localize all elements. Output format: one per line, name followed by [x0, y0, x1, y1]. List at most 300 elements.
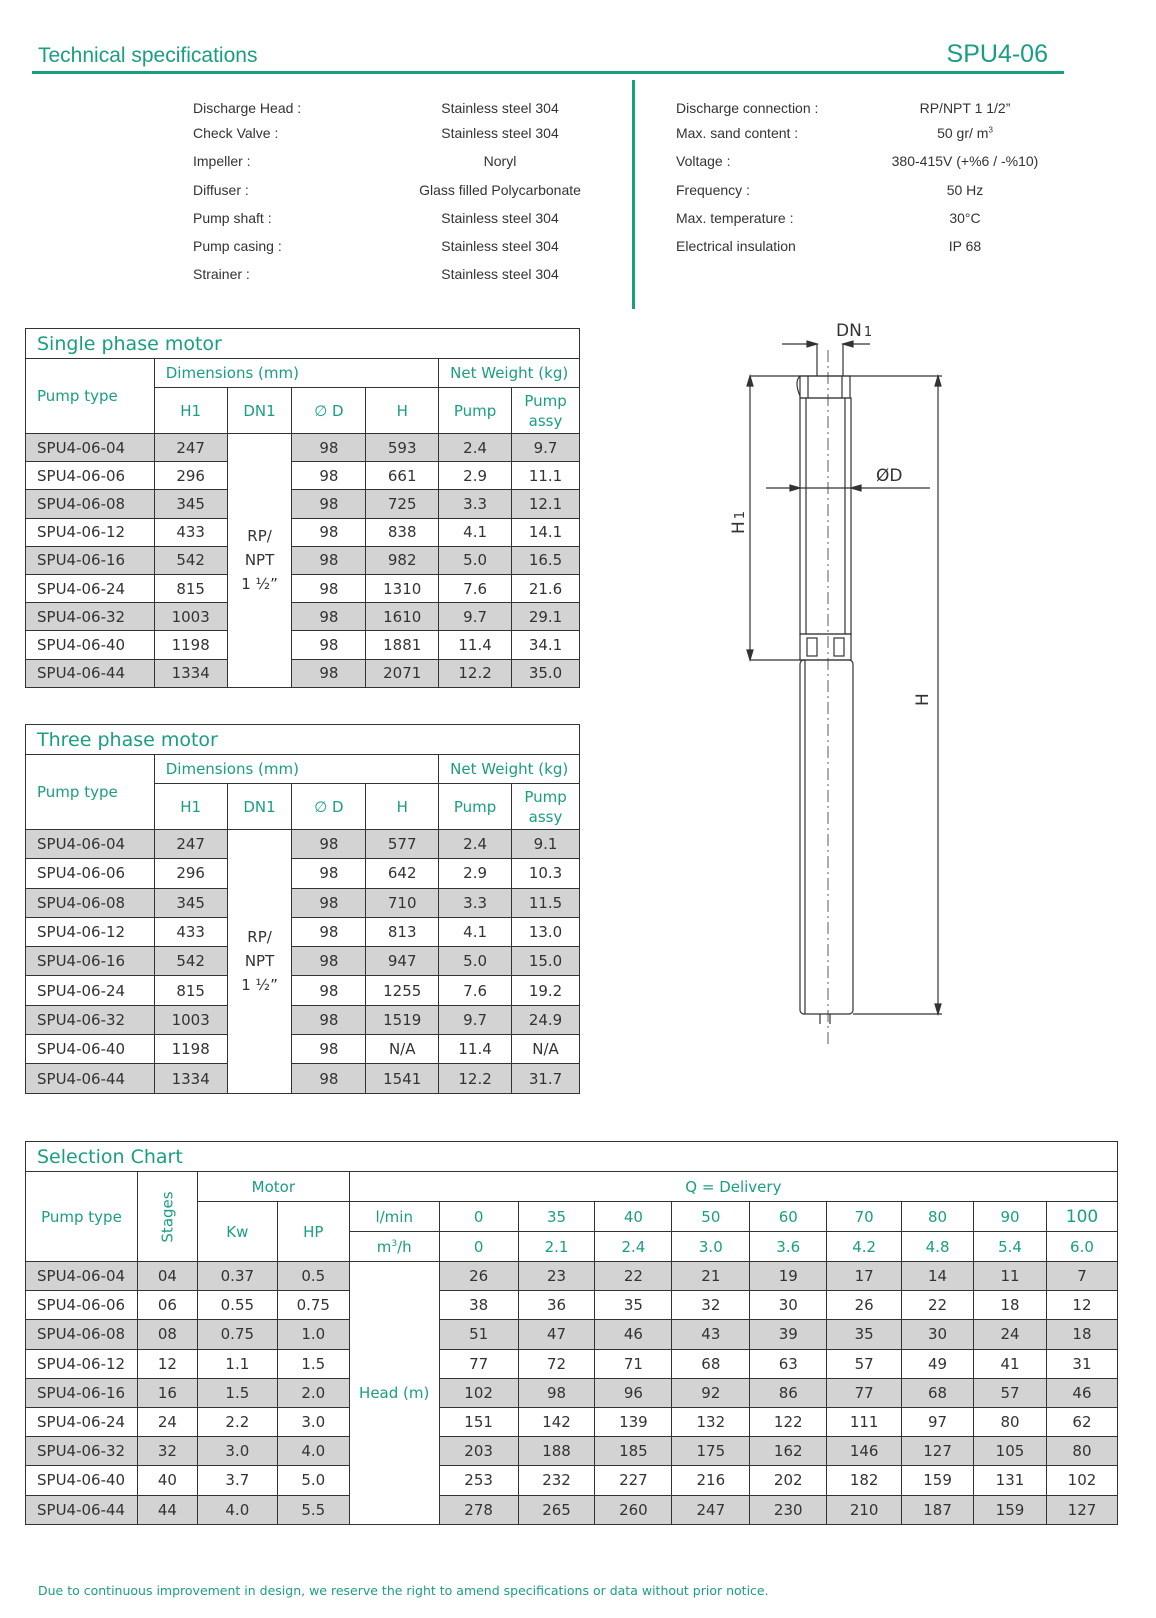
head-cell: 22	[902, 1291, 974, 1320]
spec-value: Stainless steel 304	[441, 125, 559, 141]
head-cell: 39	[750, 1320, 827, 1349]
head-cell: 132	[672, 1407, 750, 1436]
table-cell: 642	[366, 859, 439, 888]
table-row	[26, 631, 580, 659]
footnote: Due to continuous improvement in design, we reserve the right to amend specifications or data without prior notice.	[38, 1583, 769, 1598]
spec-value: Glass filled Polycarbonate	[419, 182, 581, 198]
spec-value	[860, 125, 1070, 141]
dn1-value-line: RP/	[247, 527, 272, 546]
col-dn1: DN1	[227, 784, 292, 830]
col-pump-assy-l2: assy	[528, 807, 563, 826]
table-cell: SPU4-06-12	[26, 917, 155, 946]
table-row	[26, 1495, 1118, 1524]
table-cell: 34.1	[512, 631, 580, 659]
table-cell: SPU4-06-44	[26, 1064, 155, 1093]
head-cell: 11	[974, 1262, 1047, 1291]
h-label: H	[913, 693, 933, 706]
head-cell: 265	[518, 1495, 595, 1524]
table-cell: 815	[154, 574, 227, 602]
table-cell: 11.4	[439, 1035, 512, 1064]
lmin-cell: 80	[902, 1202, 974, 1232]
spec-value-sup: 3	[988, 125, 993, 135]
table-cell: 9.7	[512, 434, 580, 462]
table-cell: 98	[292, 976, 366, 1005]
stages-cell: 44	[137, 1495, 197, 1524]
col-pump-assy-l2: assy	[528, 411, 563, 430]
pump-type-cell: SPU4-06-40	[26, 1466, 138, 1495]
head-cell: 32	[672, 1291, 750, 1320]
pump-type-cell: SPU4-06-44	[26, 1495, 138, 1524]
col-hp: HP	[277, 1202, 349, 1262]
table-cell: 2.4	[439, 434, 512, 462]
table-row	[26, 1005, 580, 1034]
head-cell: 57	[827, 1349, 902, 1378]
lmin-cell: 35	[518, 1202, 595, 1232]
table-cell: 542	[154, 546, 227, 574]
table-cell: 7.6	[439, 574, 512, 602]
table-cell: SPU4-06-40	[26, 1035, 155, 1064]
table-cell: SPU4-06-08	[26, 888, 155, 917]
table-caption: Three phase motor	[26, 725, 580, 755]
table-cell: 24.9	[512, 1005, 580, 1034]
table-cell: 1310	[366, 574, 439, 602]
spec-value: 380-415V (+%6 / -%10)	[891, 153, 1039, 169]
table-cell: 710	[366, 888, 439, 917]
col-h1: H1	[154, 388, 227, 434]
table-cell: 1519	[366, 1005, 439, 1034]
spec-value: Stainless steel 304	[441, 238, 559, 254]
table-cell: 1610	[366, 603, 439, 631]
table-cell: 815	[154, 976, 227, 1005]
lmin-cell: 60	[750, 1202, 827, 1232]
table-cell: 98	[292, 1005, 366, 1034]
head-cell: 18	[974, 1291, 1047, 1320]
table-cell: 98	[292, 1035, 366, 1064]
head-cell: 232	[518, 1466, 595, 1495]
table-cell: 577	[366, 830, 439, 859]
table-row	[26, 1035, 580, 1064]
head-cell: 22	[595, 1262, 672, 1291]
head-cell: 98	[518, 1378, 595, 1407]
table-cell: 13.0	[512, 917, 580, 946]
table-cell: 2.9	[439, 859, 512, 888]
table-row	[26, 1262, 1118, 1291]
head-cell: 162	[750, 1437, 827, 1466]
col-pump: Pump	[439, 388, 512, 434]
dn1-value-line: 1 ½”	[241, 976, 278, 995]
m3h-cell: 6.0	[1046, 1232, 1117, 1262]
table-cell: 1198	[154, 1035, 227, 1064]
table-cell: 98	[292, 434, 366, 462]
table-cell: 12.1	[512, 490, 580, 518]
table-cell: SPU4-06-04	[26, 434, 155, 462]
col-delivery: Q = Delivery	[349, 1172, 1117, 1202]
m3h-m: m	[376, 1237, 392, 1256]
table-cell: 98	[292, 490, 366, 518]
head-cell: 51	[439, 1320, 518, 1349]
pump-type-cell: SPU4-06-12	[26, 1349, 138, 1378]
table-row	[26, 1466, 1118, 1495]
table-row	[26, 603, 580, 631]
table-row	[26, 574, 580, 602]
stages-cell: 06	[137, 1291, 197, 1320]
table-cell: 593	[366, 434, 439, 462]
kw-cell: 2.2	[197, 1407, 277, 1436]
table-cell: N/A	[512, 1035, 580, 1064]
col-pump-assy	[512, 388, 580, 434]
table-cell: SPU4-06-32	[26, 1005, 155, 1034]
table-cell: SPU4-06-16	[26, 947, 155, 976]
kw-cell: 1.1	[197, 1349, 277, 1378]
table-cell: 12.2	[439, 659, 512, 687]
head-cell: 146	[827, 1437, 902, 1466]
table-cell: SPU4-06-24	[26, 976, 155, 1005]
row-m3h-label	[349, 1232, 439, 1262]
pump-diagram	[729, 321, 990, 1104]
spec-label: Max. sand content :	[676, 125, 799, 141]
table-cell: 12.2	[439, 1064, 512, 1093]
table-cell: 14.1	[512, 518, 580, 546]
stages-cell: 40	[137, 1466, 197, 1495]
three-phase-table	[25, 724, 580, 1094]
m3h-cell: 4.8	[902, 1232, 974, 1262]
kw-cell: 0.55	[197, 1291, 277, 1320]
pump-type-cell: SPU4-06-16	[26, 1378, 138, 1407]
table-cell: 4.1	[439, 518, 512, 546]
table-cell: 725	[366, 490, 439, 518]
spec-label: Diffuser :	[193, 182, 249, 198]
m3h-cell: 4.2	[827, 1232, 902, 1262]
table-cell: 3.3	[439, 888, 512, 917]
spec-label: Pump casing :	[193, 238, 282, 254]
head-cell: 24	[974, 1320, 1047, 1349]
head-cell: 12	[1046, 1291, 1117, 1320]
head-cell: 105	[974, 1437, 1047, 1466]
spec-value: 30°C	[949, 210, 981, 226]
head-cell: 202	[750, 1466, 827, 1495]
table-row	[26, 1349, 1118, 1378]
table-cell: 16.5	[512, 546, 580, 574]
table-cell: 98	[292, 631, 366, 659]
dn1-cell	[227, 830, 292, 1094]
pump-type-cell: SPU4-06-06	[26, 1291, 138, 1320]
m3h-cell: 5.4	[974, 1232, 1047, 1262]
table-cell: 1255	[366, 976, 439, 1005]
m3h-cell: 2.4	[595, 1232, 672, 1262]
col-h: H	[366, 388, 439, 434]
head-cell: 21	[672, 1262, 750, 1291]
head-cell: 68	[672, 1349, 750, 1378]
spec-label: Electrical insulation	[676, 238, 796, 254]
head-cell: 72	[518, 1349, 595, 1378]
head-cell: 30	[750, 1291, 827, 1320]
table-cell: 11.5	[512, 888, 580, 917]
table-cell: SPU4-06-24	[26, 574, 155, 602]
spec-label: Voltage :	[676, 153, 731, 169]
table-cell: 661	[366, 462, 439, 490]
page-header	[32, 40, 1064, 74]
col-dimensions: Dimensions (mm)	[154, 755, 438, 784]
m3h-suffix: /h	[397, 1237, 412, 1256]
table-cell: 982	[366, 546, 439, 574]
head-cell: 122	[750, 1407, 827, 1436]
col-pump: Pump	[439, 784, 512, 830]
col-stages	[137, 1172, 197, 1262]
col-kw: Kw	[197, 1202, 277, 1262]
kw-cell: 3.7	[197, 1466, 277, 1495]
hp-cell: 4.0	[277, 1437, 349, 1466]
table-row	[26, 434, 580, 462]
table-cell: 247	[154, 830, 227, 859]
head-cell: 77	[827, 1378, 902, 1407]
table-cell: 838	[366, 518, 439, 546]
table-caption: Single phase motor	[26, 329, 580, 359]
table-cell: 98	[292, 659, 366, 687]
table-cell: 345	[154, 490, 227, 518]
head-cell: 185	[595, 1437, 672, 1466]
table-cell: 5.0	[439, 546, 512, 574]
table-cell: 3.3	[439, 490, 512, 518]
head-cell: 71	[595, 1349, 672, 1378]
head-cell: 247	[672, 1495, 750, 1524]
dn1-label: DN 1	[836, 321, 873, 341]
col-stages-label: Stages	[158, 1190, 177, 1243]
table-cell: 1003	[154, 603, 227, 631]
head-cell: 80	[974, 1407, 1047, 1436]
lmin-cell: 90	[974, 1202, 1047, 1232]
table-row	[26, 1407, 1118, 1436]
head-cell: 31	[1046, 1349, 1117, 1378]
head-cell: 139	[595, 1407, 672, 1436]
table-row	[26, 462, 580, 490]
table-cell: 542	[154, 947, 227, 976]
m3h-cell: 3.0	[672, 1232, 750, 1262]
col-pump-assy-l1: Pump	[524, 391, 567, 410]
table-cell: 35.0	[512, 659, 580, 687]
table-cell: 11.1	[512, 462, 580, 490]
table-cell: 98	[292, 462, 366, 490]
spec-label: Check Valve :	[193, 125, 279, 141]
table-cell: 98	[292, 518, 366, 546]
head-cell: 278	[439, 1495, 518, 1524]
table-row	[26, 1378, 1118, 1407]
lmin-cell: 70	[827, 1202, 902, 1232]
spec-label: Impeller :	[193, 153, 251, 169]
kw-cell: 0.37	[197, 1262, 277, 1291]
spec-label: Frequency :	[676, 182, 750, 198]
table-row	[26, 1437, 1118, 1466]
m3h-sup: 3	[391, 1238, 398, 1249]
lmin-cell: 100	[1046, 1202, 1117, 1232]
col-d: ∅ D	[292, 784, 366, 830]
spec-value: Noryl	[483, 153, 517, 169]
dn1-value-line: 1 ½”	[241, 575, 278, 594]
head-cell: 47	[518, 1320, 595, 1349]
table-cell: 4.1	[439, 917, 512, 946]
pump-type-cell: SPU4-06-24	[26, 1407, 138, 1436]
col-h1: H1	[154, 784, 227, 830]
table-cell: 7.6	[439, 976, 512, 1005]
hp-cell: 0.75	[277, 1291, 349, 1320]
stages-cell: 04	[137, 1262, 197, 1291]
head-cell: 41	[974, 1349, 1047, 1378]
table-row	[26, 1064, 580, 1093]
spec-value: Stainless steel 304	[441, 100, 559, 116]
m3h-cell: 0	[439, 1232, 518, 1262]
table-row	[26, 659, 580, 687]
table-row	[26, 1320, 1118, 1349]
head-cell: 26	[827, 1291, 902, 1320]
hp-cell: 5.0	[277, 1466, 349, 1495]
kw-cell: 1.5	[197, 1378, 277, 1407]
table-cell: 1334	[154, 659, 227, 687]
head-cell: 46	[1046, 1378, 1117, 1407]
table-cell: 296	[154, 462, 227, 490]
page-title: Technical specifications	[38, 44, 258, 67]
spec-value: IP 68	[948, 238, 982, 254]
col-pump-assy	[512, 784, 580, 830]
head-cell: 23	[518, 1262, 595, 1291]
table-row	[26, 976, 580, 1005]
table-cell: SPU4-06-06	[26, 462, 155, 490]
head-cell: 151	[439, 1407, 518, 1436]
spec-label: Pump shaft :	[193, 210, 272, 226]
lmin-cell: 0	[439, 1202, 518, 1232]
head-cell: 19	[750, 1262, 827, 1291]
table-cell: SPU4-06-44	[26, 659, 155, 687]
h1-label: H1	[729, 510, 749, 534]
head-cell: 142	[518, 1407, 595, 1436]
head-cell: 102	[439, 1378, 518, 1407]
spec-value-text: 50 gr/ m	[937, 125, 989, 141]
col-net-weight: Net Weight (kg)	[439, 755, 580, 784]
head-cell: 97	[902, 1407, 974, 1436]
table-cell: 1198	[154, 631, 227, 659]
lmin-cell: 50	[672, 1202, 750, 1232]
spec-label: Discharge Head :	[193, 100, 302, 116]
table-cell: 296	[154, 859, 227, 888]
table-row	[26, 518, 580, 546]
head-cell: 230	[750, 1495, 827, 1524]
table-cell: 98	[292, 947, 366, 976]
hp-cell: 1.5	[277, 1349, 349, 1378]
head-cell: 18	[1046, 1320, 1117, 1349]
table-cell: SPU4-06-16	[26, 546, 155, 574]
table-cell: 98	[292, 1064, 366, 1093]
table-cell: 98	[292, 888, 366, 917]
col-net-weight: Net Weight (kg)	[439, 359, 580, 388]
table-cell: 433	[154, 518, 227, 546]
spec-label: Discharge connection :	[676, 100, 819, 116]
head-cell: 86	[750, 1378, 827, 1407]
head-cell: 43	[672, 1320, 750, 1349]
table-cell: 98	[292, 859, 366, 888]
head-cell: 30	[902, 1320, 974, 1349]
head-cell: 38	[439, 1291, 518, 1320]
table-cell: 15.0	[512, 947, 580, 976]
head-cell: 49	[902, 1349, 974, 1378]
table-cell: 98	[292, 574, 366, 602]
spec-label: Strainer :	[193, 266, 250, 282]
head-cell: 26	[439, 1262, 518, 1291]
col-pump-type: Pump type	[26, 1172, 138, 1262]
head-cell: 216	[672, 1466, 750, 1495]
stages-cell: 08	[137, 1320, 197, 1349]
table-cell: SPU4-06-32	[26, 603, 155, 631]
table-cell: N/A	[366, 1035, 439, 1064]
head-cell: 188	[518, 1437, 595, 1466]
table-row	[26, 888, 580, 917]
head-cell: 253	[439, 1466, 518, 1495]
head-label-cell: Head (m)	[349, 1262, 439, 1525]
head-cell: 7	[1046, 1262, 1117, 1291]
col-pump-type: Pump type	[26, 755, 155, 830]
col-h: H	[366, 784, 439, 830]
stages-cell: 24	[137, 1407, 197, 1436]
hp-cell: 0.5	[277, 1262, 349, 1291]
hp-cell: 5.5	[277, 1495, 349, 1524]
head-cell: 102	[1046, 1466, 1117, 1495]
head-cell: 17	[827, 1262, 902, 1291]
dn1-cell	[227, 434, 292, 688]
table-row	[26, 947, 580, 976]
table-cell: 813	[366, 917, 439, 946]
table-cell: 2071	[366, 659, 439, 687]
head-cell: 92	[672, 1378, 750, 1407]
spec-value: RP/NPT 1 1/2”	[919, 100, 1011, 116]
table-row	[26, 546, 580, 574]
head-cell: 127	[902, 1437, 974, 1466]
dn1-value-line: NPT	[244, 551, 275, 570]
head-cell: 36	[518, 1291, 595, 1320]
pump-type-cell: SPU4-06-08	[26, 1320, 138, 1349]
table-cell: SPU4-06-12	[26, 518, 155, 546]
table-cell: 947	[366, 947, 439, 976]
spec-value: Stainless steel 304	[441, 210, 559, 226]
table-cell: 98	[292, 603, 366, 631]
hp-cell: 2.0	[277, 1378, 349, 1407]
kw-cell: 0.75	[197, 1320, 277, 1349]
m3h-cell: 2.1	[518, 1232, 595, 1262]
table-cell: 1541	[366, 1064, 439, 1093]
head-cell: 187	[902, 1495, 974, 1524]
dn1-value-line: NPT	[244, 952, 275, 971]
stages-cell: 32	[137, 1437, 197, 1466]
head-cell: 127	[1046, 1495, 1117, 1524]
head-cell: 210	[827, 1495, 902, 1524]
table-cell: 345	[154, 888, 227, 917]
head-cell: 68	[902, 1378, 974, 1407]
head-cell: 80	[1046, 1437, 1117, 1466]
table-cell: 1003	[154, 1005, 227, 1034]
head-cell: 96	[595, 1378, 672, 1407]
table-cell: 247	[154, 434, 227, 462]
head-cell: 46	[595, 1320, 672, 1349]
table-cell: 5.0	[439, 947, 512, 976]
head-cell: 182	[827, 1466, 902, 1495]
hp-cell: 1.0	[277, 1320, 349, 1349]
table-cell: 9.7	[439, 1005, 512, 1034]
table-cell: 9.1	[512, 830, 580, 859]
table-row	[26, 490, 580, 518]
table-row	[26, 830, 580, 859]
head-cell: 62	[1046, 1407, 1117, 1436]
kw-cell: 3.0	[197, 1437, 277, 1466]
head-cell: 14	[902, 1262, 974, 1291]
table-cell: SPU4-06-06	[26, 859, 155, 888]
table-cell: 11.4	[439, 631, 512, 659]
lmin-cell: 40	[595, 1202, 672, 1232]
